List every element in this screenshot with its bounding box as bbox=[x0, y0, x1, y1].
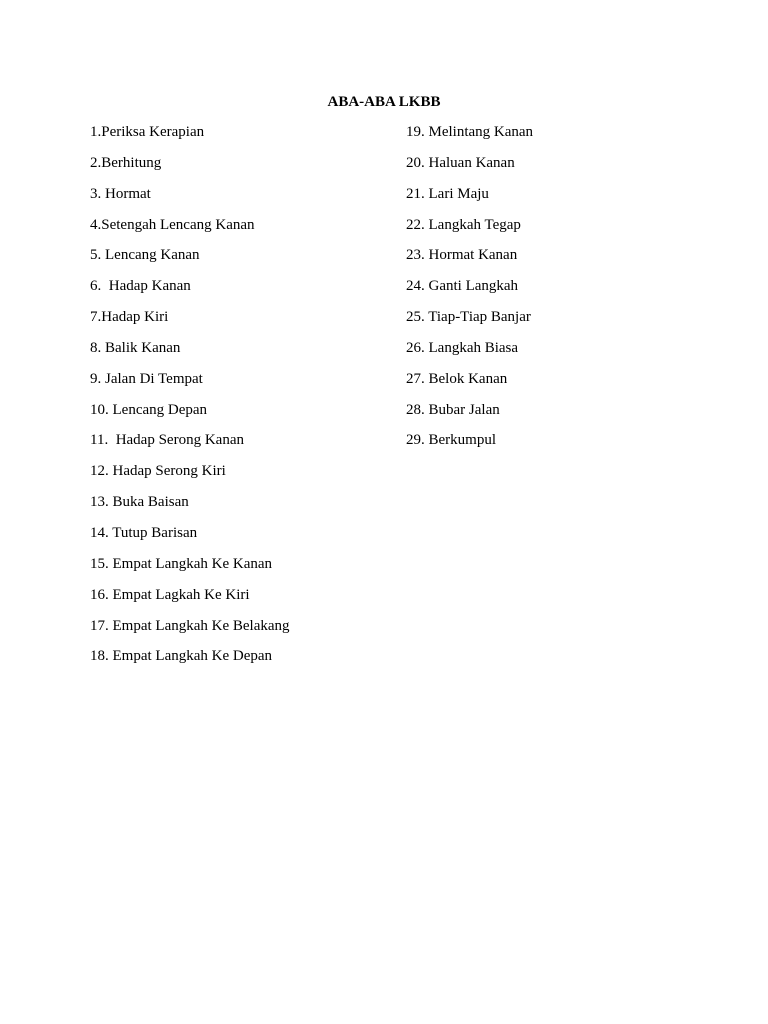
list-item: 5. Lencang Kanan bbox=[90, 247, 200, 264]
list-item: 18. Empat Langkah Ke Depan bbox=[90, 648, 273, 665]
list-item: 10. Lencang Depan bbox=[90, 401, 208, 418]
list-item: 7.Hadap Kiri bbox=[90, 309, 169, 326]
list-item: 1.Periksa Kerapian bbox=[90, 124, 205, 140]
list-item: 9. Jalan Di Tempat bbox=[90, 370, 203, 387]
list-item: 29. Berkumpul bbox=[406, 432, 496, 449]
list-item: 27. Belok Kanan bbox=[406, 370, 508, 387]
list-item: 21. Lari Maju bbox=[406, 185, 489, 202]
list-item: 22. Langkah Tegap bbox=[406, 216, 521, 233]
list-item: 20. Haluan Kanan bbox=[406, 154, 515, 171]
list-item: 8. Balik Kanan bbox=[90, 339, 181, 356]
list-item: 17. Empat Langkah Ke Belakang bbox=[90, 617, 290, 634]
list-item: 13. Buka Baisan bbox=[90, 494, 189, 511]
list-item: 11. Hadap Serong Kanan bbox=[90, 432, 244, 449]
list-item: 16. Empat Lagkah Ke Kiri bbox=[90, 586, 250, 603]
right-column-list bbox=[406, 123, 706, 462]
list-item: 4.Setengah Lencang Kanan bbox=[90, 216, 255, 233]
list-item: 28. Bubar Jalan bbox=[406, 401, 500, 418]
list-item: 6. Hadap Kanan bbox=[90, 278, 191, 295]
list-item: 12. Hadap Serong Kiri bbox=[90, 463, 226, 480]
list-item: 19. Melintang Kanan bbox=[406, 124, 534, 140]
list-item: 25. Tiap-Tiap Banjar bbox=[406, 309, 531, 326]
left-column-list bbox=[90, 123, 390, 678]
list-item: 26. Langkah Biasa bbox=[406, 339, 519, 356]
list-item: 15. Empat Langkah Ke Kanan bbox=[90, 555, 273, 572]
list-item: 23. Hormat Kanan bbox=[406, 247, 518, 264]
document-title: ABA-ABA LKBB bbox=[327, 94, 441, 110]
list-item: 3. Hormat bbox=[90, 185, 151, 202]
list-item: 2.Berhitung bbox=[90, 154, 162, 171]
list-item: 24. Ganti Langkah bbox=[406, 278, 519, 295]
list-item: 14. Tutup Barisan bbox=[90, 524, 198, 541]
